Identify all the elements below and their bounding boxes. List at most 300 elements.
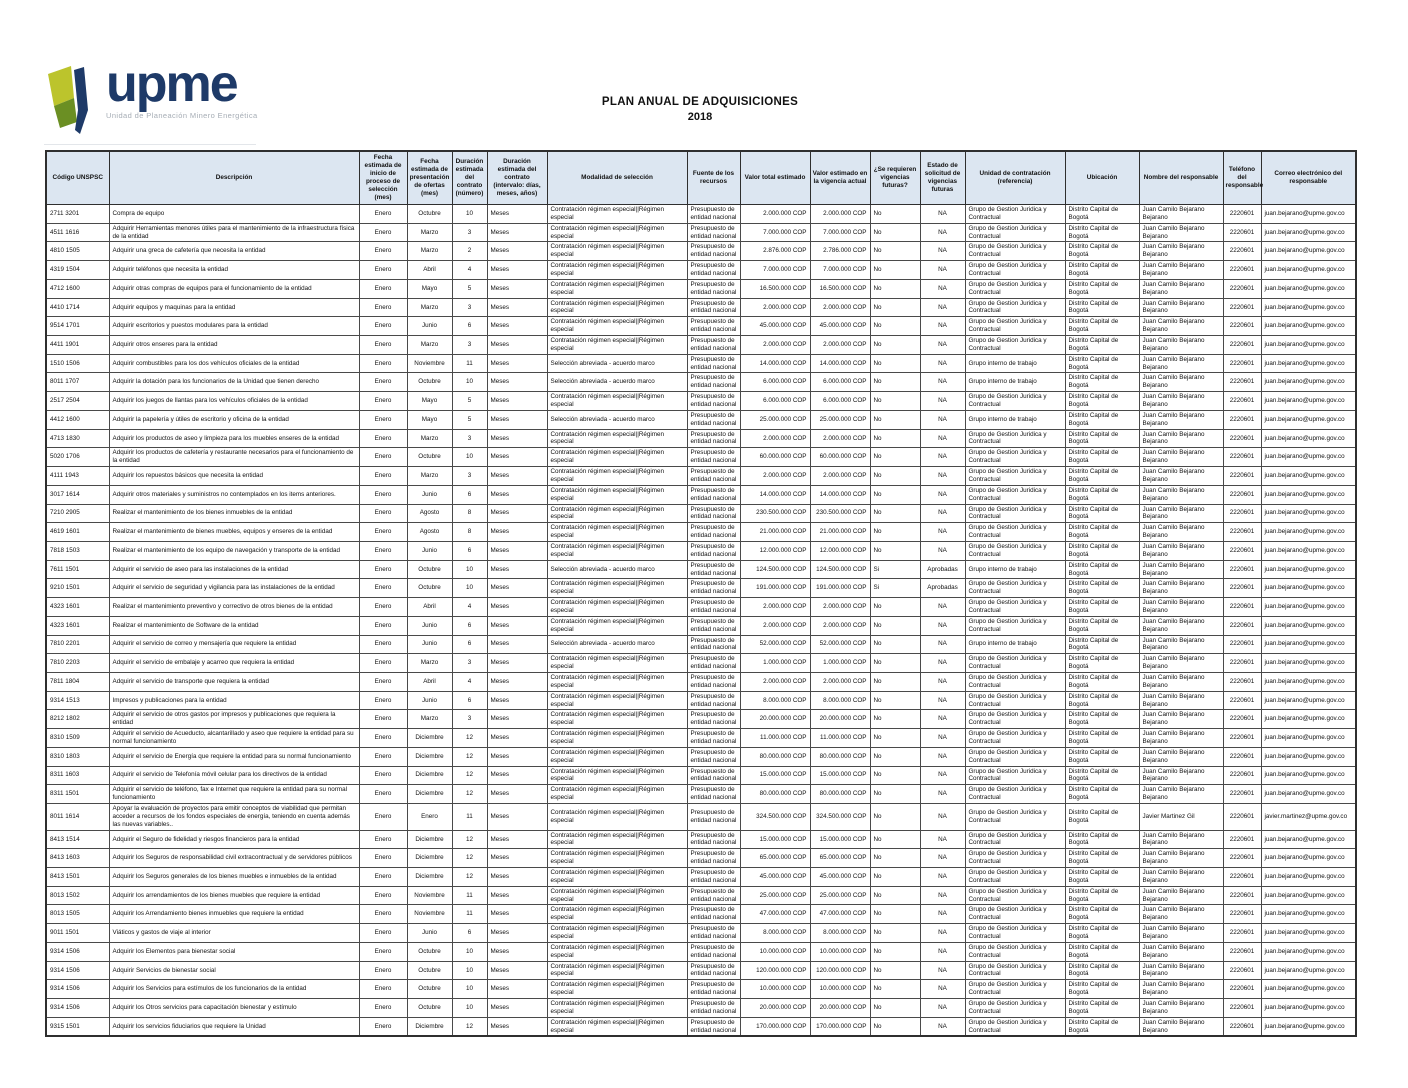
table-row (46, 223, 1356, 242)
cell-ubicacion: Distrito Capital de Bogotá (1065, 942, 1139, 961)
cell-unidad-contratacion: Grupo de Gestion Juridica y Contractual (965, 747, 1065, 766)
cell-codigo-unspsc: 4319 1504 (46, 261, 109, 280)
cell-telefono-responsable: 2220601 (1223, 905, 1261, 924)
cell-fecha-presentacion-ofertas: Diciembre (407, 1017, 452, 1036)
cell-nombre-responsable: Juan Camilo Bejarano Bejarano (1139, 785, 1223, 804)
cell-estado-vigencias: NA (920, 242, 965, 261)
cell-ubicacion: Distrito Capital de Bogotá (1065, 317, 1139, 336)
cell-vigencias-futuras: No (870, 886, 920, 905)
cell-nombre-responsable: Juan Camilo Bejarano Bejarano (1139, 429, 1223, 448)
cell-fuente-recursos: Presupuesto de entidad nacional (687, 541, 740, 560)
table-row (46, 336, 1356, 355)
cell-codigo-unspsc: 9314 1506 (46, 961, 109, 980)
cell-nombre-responsable: Juan Camilo Bejarano Bejarano (1139, 223, 1223, 242)
table-row (46, 616, 1356, 635)
cell-vigencias-futuras: No (870, 598, 920, 617)
cell-valor-vigencia-actual: 11.000.000 COP (810, 729, 870, 748)
cell-estado-vigencias: NA (920, 691, 965, 710)
cell-fuente-recursos: Presupuesto de entidad nacional (687, 261, 740, 280)
cell-correo-responsable: juan.bejarano@upme.gov.co (1261, 785, 1356, 804)
col-header-valor-vigencia-actual: Valor estimado en la vigencia actual (810, 151, 870, 205)
cell-descripcion: Adquirir los Seguros generales de los bienes muebles e inmuebles de la entidad (109, 868, 359, 887)
cell-fecha-inicio-proceso: Enero (359, 961, 407, 980)
cell-correo-responsable: juan.bejarano@upme.gov.co (1261, 504, 1356, 523)
cell-valor-vigencia-actual: 2.786.000 COP (810, 242, 870, 261)
table-row (46, 654, 1356, 673)
cell-duracion-intervalo: Meses (487, 804, 547, 831)
cell-valor-total: 21.000.000 COP (740, 523, 810, 542)
cell-valor-total: 80.000.000 COP (740, 785, 810, 804)
cell-estado-vigencias: NA (920, 766, 965, 785)
cell-vigencias-futuras: No (870, 317, 920, 336)
table-row (46, 429, 1356, 448)
cell-duracion-numero: 3 (452, 298, 487, 317)
cell-duracion-numero: 10 (452, 373, 487, 392)
cell-nombre-responsable: Juan Camilo Bejarano Bejarano (1139, 635, 1223, 654)
cell-descripcion: Adquirir los juegos de llantas para los vehículos oficiales de la entidad (109, 392, 359, 411)
cell-valor-total: 12.000.000 COP (740, 541, 810, 560)
cell-fecha-presentacion-ofertas: Octubre (407, 205, 452, 224)
cell-fecha-presentacion-ofertas: Marzo (407, 429, 452, 448)
cell-vigencias-futuras: No (870, 223, 920, 242)
cell-duracion-intervalo: Meses (487, 905, 547, 924)
cell-codigo-unspsc: 8310 1509 (46, 729, 109, 748)
cell-valor-total: 20.000.000 COP (740, 710, 810, 729)
cell-valor-vigencia-actual: 14.000.000 COP (810, 485, 870, 504)
cell-correo-responsable: juan.bejarano@upme.gov.co (1261, 429, 1356, 448)
cell-duracion-numero: 4 (452, 672, 487, 691)
cell-valor-total: 8.000.000 COP (740, 924, 810, 943)
cell-duracion-numero: 3 (452, 429, 487, 448)
cell-modalidad-seleccion: Selección abreviada - acuerdo marco (547, 560, 687, 579)
cell-fecha-inicio-proceso: Enero (359, 691, 407, 710)
cell-nombre-responsable: Juan Camilo Bejarano Bejarano (1139, 392, 1223, 411)
cell-duracion-intervalo: Meses (487, 448, 547, 467)
cell-unidad-contratacion: Grupo de Gestion Juridica y Contractual (965, 905, 1065, 924)
cell-fuente-recursos: Presupuesto de entidad nacional (687, 279, 740, 298)
col-header-nombre-responsable: Nombre del responsable (1139, 151, 1223, 205)
cell-unidad-contratacion: Grupo de Gestion Juridica y Contractual (965, 1017, 1065, 1036)
cell-estado-vigencias: NA (920, 205, 965, 224)
cell-vigencias-futuras: No (870, 616, 920, 635)
table-row (46, 448, 1356, 467)
cell-modalidad-seleccion: Contratación régimen especial||Régimen especial (547, 616, 687, 635)
cell-unidad-contratacion: Grupo de Gestion Juridica y Contractual (965, 392, 1065, 411)
cell-telefono-responsable: 2220601 (1223, 672, 1261, 691)
cell-telefono-responsable: 2220601 (1223, 560, 1261, 579)
cell-duracion-numero: 6 (452, 616, 487, 635)
cell-descripcion: Adquirir otras compras de equipos para el funcionamiento de la entidad (109, 279, 359, 298)
cell-fuente-recursos: Presupuesto de entidad nacional (687, 785, 740, 804)
cell-vigencias-futuras: No (870, 410, 920, 429)
cell-valor-vigencia-actual: 25.000.000 COP (810, 886, 870, 905)
cell-descripcion: Viáticos y gastos de viaje al interior (109, 924, 359, 943)
cell-valor-vigencia-actual: 2.000.000 COP (810, 598, 870, 617)
cell-duracion-intervalo: Meses (487, 849, 547, 868)
cell-codigo-unspsc: 4111 1943 (46, 467, 109, 486)
logo-brand-text: upme (106, 55, 237, 113)
cell-codigo-unspsc: 7611 1501 (46, 560, 109, 579)
cell-ubicacion: Distrito Capital de Bogotá (1065, 905, 1139, 924)
cell-vigencias-futuras: No (870, 766, 920, 785)
cell-duracion-numero: 10 (452, 980, 487, 999)
cell-nombre-responsable: Juan Camilo Bejarano Bejarano (1139, 980, 1223, 999)
cell-ubicacion: Distrito Capital de Bogotá (1065, 261, 1139, 280)
cell-fecha-inicio-proceso: Enero (359, 654, 407, 673)
table-header (46, 151, 1356, 205)
cell-telefono-responsable: 2220601 (1223, 747, 1261, 766)
cell-codigo-unspsc: 5020 1706 (46, 448, 109, 467)
cell-modalidad-seleccion: Contratación régimen especial||Régimen especial (547, 485, 687, 504)
cell-nombre-responsable: Juan Camilo Bejarano Bejarano (1139, 942, 1223, 961)
cell-ubicacion: Distrito Capital de Bogotá (1065, 635, 1139, 654)
cell-modalidad-seleccion: Contratación régimen especial||Régimen especial (547, 298, 687, 317)
cell-fecha-inicio-proceso: Enero (359, 980, 407, 999)
cell-unidad-contratacion: Grupo de Gestion Juridica y Contractual (965, 924, 1065, 943)
title-line2: 2018 (687, 111, 713, 123)
cell-telefono-responsable: 2220601 (1223, 766, 1261, 785)
cell-valor-vigencia-actual: 16.500.000 COP (810, 279, 870, 298)
cell-fecha-inicio-proceso: Enero (359, 261, 407, 280)
cell-ubicacion: Distrito Capital de Bogotá (1065, 961, 1139, 980)
cell-correo-responsable: juan.bejarano@upme.gov.co (1261, 635, 1356, 654)
cell-estado-vigencias: NA (920, 616, 965, 635)
cell-estado-vigencias: NA (920, 598, 965, 617)
cell-estado-vigencias: NA (920, 373, 965, 392)
cell-correo-responsable: juan.bejarano@upme.gov.co (1261, 279, 1356, 298)
cell-correo-responsable: juan.bejarano@upme.gov.co (1261, 223, 1356, 242)
cell-modalidad-seleccion: Contratación régimen especial||Régimen especial (547, 1017, 687, 1036)
cell-correo-responsable: juan.bejarano@upme.gov.co (1261, 317, 1356, 336)
cell-vigencias-futuras: No (870, 999, 920, 1018)
cell-correo-responsable: juan.bejarano@upme.gov.co (1261, 654, 1356, 673)
cell-telefono-responsable: 2220601 (1223, 579, 1261, 598)
col-header-descripcion: Descripción (109, 151, 359, 205)
cell-valor-vigencia-actual: 230.500.000 COP (810, 504, 870, 523)
cell-duracion-numero: 12 (452, 868, 487, 887)
cell-ubicacion: Distrito Capital de Bogotá (1065, 410, 1139, 429)
cell-correo-responsable: juan.bejarano@upme.gov.co (1261, 410, 1356, 429)
cell-valor-vigencia-actual: 170.000.000 COP (810, 1017, 870, 1036)
cell-duracion-numero: 12 (452, 729, 487, 748)
cell-ubicacion: Distrito Capital de Bogotá (1065, 1017, 1139, 1036)
cell-duracion-numero: 6 (452, 924, 487, 943)
cell-descripcion: Adquirir el servicio de aseo para las instalaciones de la entidad (109, 560, 359, 579)
cell-fuente-recursos: Presupuesto de entidad nacional (687, 691, 740, 710)
cell-fuente-recursos: Presupuesto de entidad nacional (687, 905, 740, 924)
col-header-unidad-contratacion: Unidad de contratación (referencia) (965, 151, 1065, 205)
cell-modalidad-seleccion: Contratación régimen especial||Régimen especial (547, 579, 687, 598)
cell-fuente-recursos: Presupuesto de entidad nacional (687, 654, 740, 673)
cell-fecha-inicio-proceso: Enero (359, 710, 407, 729)
cell-nombre-responsable: Juan Camilo Bejarano Bejarano (1139, 672, 1223, 691)
logo-subtitle: Unidad de Planeación Minero Energética (106, 111, 258, 121)
cell-valor-total: 80.000.000 COP (740, 747, 810, 766)
cell-codigo-unspsc: 4713 1830 (46, 429, 109, 448)
table-row (46, 924, 1356, 943)
cell-nombre-responsable: Juan Camilo Bejarano Bejarano (1139, 729, 1223, 748)
cell-fuente-recursos: Presupuesto de entidad nacional (687, 635, 740, 654)
cell-descripcion: Adquirir la papelería y útiles de escritorio y oficina de la entidad (109, 410, 359, 429)
cell-ubicacion: Distrito Capital de Bogotá (1065, 849, 1139, 868)
cell-estado-vigencias: NA (920, 354, 965, 373)
cell-duracion-intervalo: Meses (487, 635, 547, 654)
cell-fecha-inicio-proceso: Enero (359, 429, 407, 448)
cell-estado-vigencias: Aprobadas (920, 579, 965, 598)
table-row (46, 868, 1356, 887)
cell-telefono-responsable: 2220601 (1223, 448, 1261, 467)
cell-unidad-contratacion: Grupo interno de trabajo (965, 635, 1065, 654)
cell-unidad-contratacion: Grupo de Gestion Juridica y Contractual (965, 886, 1065, 905)
cell-descripcion: Adquirir los Seguros de responsabilidad civil extracontractual y de servidores públicos (109, 849, 359, 868)
cell-fecha-inicio-proceso: Enero (359, 905, 407, 924)
document-title (45, 96, 1355, 123)
cell-vigencias-futuras: No (870, 691, 920, 710)
cell-valor-vigencia-actual: 2.000.000 COP (810, 429, 870, 448)
cell-fecha-inicio-proceso: Enero (359, 1017, 407, 1036)
cell-correo-responsable: juan.bejarano@upme.gov.co (1261, 905, 1356, 924)
cell-valor-vigencia-actual: 80.000.000 COP (810, 747, 870, 766)
cell-telefono-responsable: 2220601 (1223, 354, 1261, 373)
cell-duracion-numero: 12 (452, 830, 487, 849)
col-header-codigo-unspsc: Código UNSPSC (46, 151, 109, 205)
cell-estado-vigencias: NA (920, 392, 965, 411)
cell-modalidad-seleccion: Contratación régimen especial||Régimen especial (547, 448, 687, 467)
cell-fecha-presentacion-ofertas: Junio (407, 924, 452, 943)
cell-valor-vigencia-actual: 191.000.000 COP (810, 579, 870, 598)
cell-valor-total: 2.000.000 COP (740, 429, 810, 448)
cell-fecha-presentacion-ofertas: Noviembre (407, 905, 452, 924)
cell-fuente-recursos: Presupuesto de entidad nacional (687, 373, 740, 392)
cell-correo-responsable: juan.bejarano@upme.gov.co (1261, 523, 1356, 542)
cell-fecha-presentacion-ofertas: Octubre (407, 560, 452, 579)
cell-codigo-unspsc: 9315 1501 (46, 1017, 109, 1036)
table-row (46, 747, 1356, 766)
cell-valor-total: 45.000.000 COP (740, 868, 810, 887)
cell-correo-responsable: juan.bejarano@upme.gov.co (1261, 373, 1356, 392)
cell-vigencias-futuras: No (870, 849, 920, 868)
cell-fuente-recursos: Presupuesto de entidad nacional (687, 485, 740, 504)
cell-valor-total: 16.500.000 COP (740, 279, 810, 298)
cell-valor-total: 2.000.000 COP (740, 336, 810, 355)
cell-modalidad-seleccion: Contratación régimen especial||Régimen especial (547, 747, 687, 766)
cell-nombre-responsable: Juan Camilo Bejarano Bejarano (1139, 868, 1223, 887)
cell-duracion-intervalo: Meses (487, 999, 547, 1018)
cell-estado-vigencias: NA (920, 924, 965, 943)
cell-codigo-unspsc: 4412 1600 (46, 410, 109, 429)
title-line1: PLAN ANUAL DE ADQUISICIONES (601, 96, 799, 108)
cell-nombre-responsable: Juan Camilo Bejarano Bejarano (1139, 905, 1223, 924)
cell-fecha-presentacion-ofertas: Mayo (407, 410, 452, 429)
cell-ubicacion: Distrito Capital de Bogotá (1065, 766, 1139, 785)
cell-valor-vigencia-actual: 8.000.000 COP (810, 691, 870, 710)
cell-ubicacion: Distrito Capital de Bogotá (1065, 279, 1139, 298)
cell-duracion-numero: 5 (452, 279, 487, 298)
cell-estado-vigencias: NA (920, 672, 965, 691)
cell-duracion-numero: 4 (452, 598, 487, 617)
table-body (46, 205, 1356, 1037)
cell-descripcion: Adquirir otros materiales y suministros no contemplados en los items anteriores. (109, 485, 359, 504)
cell-descripcion: Adquirir teléfonos que necesita la entidad (109, 261, 359, 280)
cell-duracion-intervalo: Meses (487, 868, 547, 887)
cell-fuente-recursos: Presupuesto de entidad nacional (687, 999, 740, 1018)
cell-fecha-presentacion-ofertas: Marzo (407, 467, 452, 486)
cell-unidad-contratacion: Grupo de Gestion Juridica y Contractual (965, 691, 1065, 710)
cell-fecha-inicio-proceso: Enero (359, 560, 407, 579)
cell-unidad-contratacion: Grupo interno de trabajo (965, 373, 1065, 392)
cell-telefono-responsable: 2220601 (1223, 336, 1261, 355)
cell-valor-vigencia-actual: 20.000.000 COP (810, 710, 870, 729)
cell-codigo-unspsc: 8011 1614 (46, 804, 109, 831)
cell-unidad-contratacion: Grupo de Gestion Juridica y Contractual (965, 504, 1065, 523)
cell-nombre-responsable: Juan Camilo Bejarano Bejarano (1139, 448, 1223, 467)
cell-descripcion: Realizar el mantenimiento de los bienes inmuebles de la entidad (109, 504, 359, 523)
cell-nombre-responsable: Juan Camilo Bejarano Bejarano (1139, 336, 1223, 355)
cell-fecha-presentacion-ofertas: Marzo (407, 336, 452, 355)
cell-unidad-contratacion: Grupo de Gestion Juridica y Contractual (965, 541, 1065, 560)
cell-modalidad-seleccion: Contratación régimen especial||Régimen especial (547, 905, 687, 924)
cell-codigo-unspsc: 8413 1514 (46, 830, 109, 849)
cell-valor-total: 7.000.000 COP (740, 261, 810, 280)
cell-duracion-intervalo: Meses (487, 710, 547, 729)
cell-vigencias-futuras: No (870, 868, 920, 887)
cell-modalidad-seleccion: Contratación régimen especial||Régimen especial (547, 429, 687, 448)
cell-modalidad-seleccion: Selección abreviada - acuerdo marco (547, 635, 687, 654)
cell-estado-vigencias: NA (920, 961, 965, 980)
cell-vigencias-futuras: No (870, 942, 920, 961)
acquisitions-table (45, 150, 1357, 1037)
table-row (46, 560, 1356, 579)
cell-ubicacion: Distrito Capital de Bogotá (1065, 223, 1139, 242)
cell-fuente-recursos: Presupuesto de entidad nacional (687, 504, 740, 523)
cell-codigo-unspsc: 4511 1616 (46, 223, 109, 242)
cell-fecha-inicio-proceso: Enero (359, 579, 407, 598)
cell-fuente-recursos: Presupuesto de entidad nacional (687, 560, 740, 579)
cell-correo-responsable: juan.bejarano@upme.gov.co (1261, 961, 1356, 980)
cell-fecha-presentacion-ofertas: Agosto (407, 523, 452, 542)
cell-estado-vigencias: NA (920, 541, 965, 560)
cell-fecha-presentacion-ofertas: Mayo (407, 392, 452, 411)
cell-modalidad-seleccion: Contratación régimen especial||Régimen especial (547, 336, 687, 355)
table-row (46, 849, 1356, 868)
cell-codigo-unspsc: 8311 1603 (46, 766, 109, 785)
cell-fecha-presentacion-ofertas: Octubre (407, 999, 452, 1018)
cell-ubicacion: Distrito Capital de Bogotá (1065, 980, 1139, 999)
cell-duracion-numero: 11 (452, 804, 487, 831)
cell-correo-responsable: juan.bejarano@upme.gov.co (1261, 766, 1356, 785)
cell-fecha-inicio-proceso: Enero (359, 747, 407, 766)
cell-valor-vigencia-actual: 7.000.000 COP (810, 261, 870, 280)
cell-fuente-recursos: Presupuesto de entidad nacional (687, 747, 740, 766)
cell-nombre-responsable: Juan Camilo Bejarano Bejarano (1139, 616, 1223, 635)
cell-correo-responsable: juan.bejarano@upme.gov.co (1261, 942, 1356, 961)
cell-ubicacion: Distrito Capital de Bogotá (1065, 504, 1139, 523)
cell-duracion-numero: 3 (452, 654, 487, 673)
cell-duracion-intervalo: Meses (487, 467, 547, 486)
cell-fecha-inicio-proceso: Enero (359, 354, 407, 373)
cell-descripcion: Adquirir una greca de cafetería que necesita la entidad (109, 242, 359, 261)
cell-fecha-inicio-proceso: Enero (359, 868, 407, 887)
cell-estado-vigencias: NA (920, 429, 965, 448)
cell-valor-total: 15.000.000 COP (740, 766, 810, 785)
cell-modalidad-seleccion: Contratación régimen especial||Régimen especial (547, 766, 687, 785)
cell-vigencias-futuras: No (870, 373, 920, 392)
table-row (46, 785, 1356, 804)
cell-valor-vigencia-actual: 45.000.000 COP (810, 317, 870, 336)
cell-correo-responsable: juan.bejarano@upme.gov.co (1261, 392, 1356, 411)
table-row (46, 467, 1356, 486)
cell-unidad-contratacion: Grupo de Gestion Juridica y Contractual (965, 868, 1065, 887)
cell-duracion-intervalo: Meses (487, 766, 547, 785)
cell-fecha-presentacion-ofertas: Junio (407, 691, 452, 710)
cell-valor-total: 11.000.000 COP (740, 729, 810, 748)
cell-duracion-intervalo: Meses (487, 886, 547, 905)
cell-fuente-recursos: Presupuesto de entidad nacional (687, 924, 740, 943)
cell-telefono-responsable: 2220601 (1223, 410, 1261, 429)
cell-correo-responsable: juan.bejarano@upme.gov.co (1261, 579, 1356, 598)
cell-ubicacion: Distrito Capital de Bogotá (1065, 560, 1139, 579)
cell-telefono-responsable: 2220601 (1223, 504, 1261, 523)
cell-duracion-intervalo: Meses (487, 980, 547, 999)
cell-ubicacion: Distrito Capital de Bogotá (1065, 654, 1139, 673)
cell-unidad-contratacion: Grupo de Gestion Juridica y Contractual (965, 205, 1065, 224)
cell-fecha-presentacion-ofertas: Mayo (407, 279, 452, 298)
cell-modalidad-seleccion: Contratación régimen especial||Régimen especial (547, 924, 687, 943)
cell-duracion-numero: 3 (452, 336, 487, 355)
cell-fuente-recursos: Presupuesto de entidad nacional (687, 830, 740, 849)
cell-fuente-recursos: Presupuesto de entidad nacional (687, 579, 740, 598)
cell-duracion-numero: 8 (452, 523, 487, 542)
cell-duracion-numero: 10 (452, 560, 487, 579)
cell-fecha-presentacion-ofertas: Diciembre (407, 849, 452, 868)
cell-duracion-intervalo: Meses (487, 392, 547, 411)
cell-codigo-unspsc: 8413 1501 (46, 868, 109, 887)
cell-estado-vigencias: NA (920, 999, 965, 1018)
cell-descripcion: Adquirir los Arrendamiento bienes inmuebles que requiere la entidad (109, 905, 359, 924)
cell-telefono-responsable: 2220601 (1223, 980, 1261, 999)
table-row (46, 1017, 1356, 1036)
cell-valor-total: 2.000.000 COP (740, 298, 810, 317)
cell-descripcion: Realizar el mantenimiento de bienes muebles, equipos y enseres de la entidad (109, 523, 359, 542)
cell-ubicacion: Distrito Capital de Bogotá (1065, 710, 1139, 729)
cell-descripcion: Adquirir Herramientas menores útiles para el mantenimiento de la infraestructura física de la entidad (109, 223, 359, 242)
cell-modalidad-seleccion: Contratación régimen especial||Régimen especial (547, 279, 687, 298)
cell-duracion-numero: 10 (452, 579, 487, 598)
cell-codigo-unspsc: 4410 1714 (46, 298, 109, 317)
cell-valor-total: 6.000.000 COP (740, 392, 810, 411)
cell-fuente-recursos: Presupuesto de entidad nacional (687, 598, 740, 617)
cell-telefono-responsable: 2220601 (1223, 924, 1261, 943)
cell-nombre-responsable: Juan Camilo Bejarano Bejarano (1139, 710, 1223, 729)
cell-valor-total: 230.500.000 COP (740, 504, 810, 523)
cell-codigo-unspsc: 1510 1506 (46, 354, 109, 373)
cell-valor-vigencia-actual: 6.000.000 COP (810, 392, 870, 411)
cell-telefono-responsable: 2220601 (1223, 205, 1261, 224)
cell-fecha-inicio-proceso: Enero (359, 373, 407, 392)
cell-duracion-intervalo: Meses (487, 1017, 547, 1036)
cell-fuente-recursos: Presupuesto de entidad nacional (687, 710, 740, 729)
cell-correo-responsable: juan.bejarano@upme.gov.co (1261, 924, 1356, 943)
cell-correo-responsable: juan.bejarano@upme.gov.co (1261, 298, 1356, 317)
table-row (46, 504, 1356, 523)
cell-fecha-presentacion-ofertas: Diciembre (407, 729, 452, 748)
cell-ubicacion: Distrito Capital de Bogotá (1065, 373, 1139, 392)
cell-fecha-presentacion-ofertas: Abril (407, 672, 452, 691)
cell-nombre-responsable: Juan Camilo Bejarano Bejarano (1139, 849, 1223, 868)
cell-fecha-inicio-proceso: Enero (359, 672, 407, 691)
cell-vigencias-futuras: No (870, 298, 920, 317)
cell-valor-total: 52.000.000 COP (740, 635, 810, 654)
